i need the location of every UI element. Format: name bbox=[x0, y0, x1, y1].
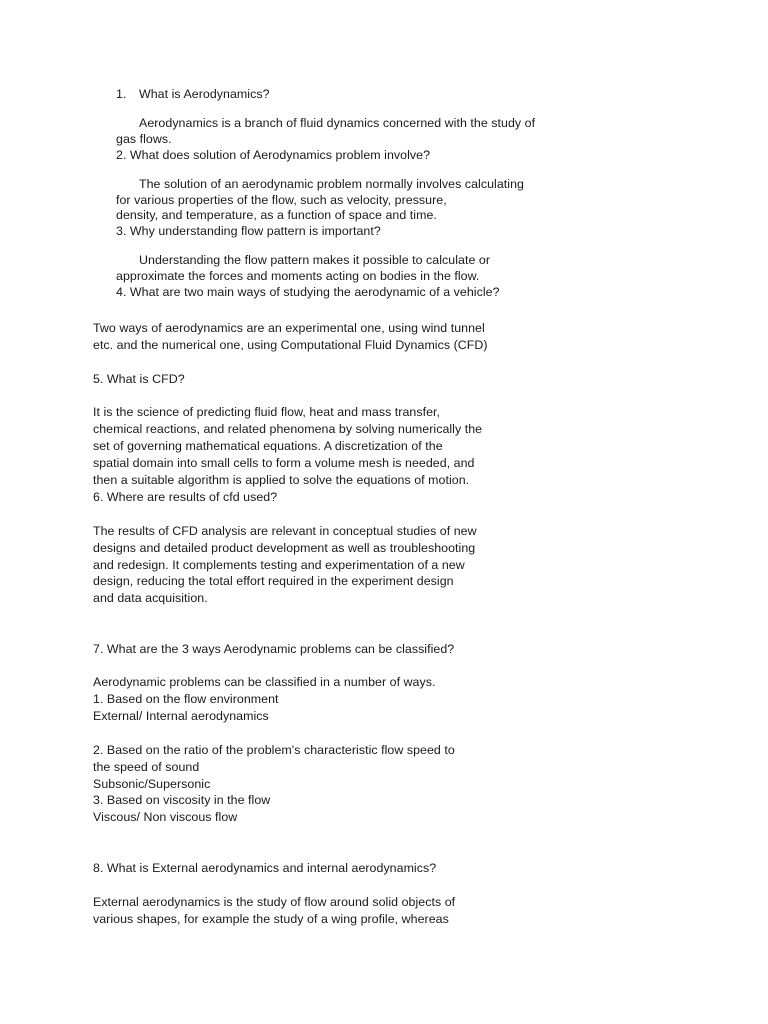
q7-answer-line: Viscous/ Non viscous flow bbox=[93, 810, 238, 824]
q4-answer-line: Two ways of aerodynamics are an experimental one, using wind tunnel bbox=[93, 321, 485, 335]
q5-answer-line: chemical reactions, and related phenomena by solving numerically the bbox=[93, 422, 483, 436]
q2-answer-line: density, and temperature, as a function of space and time. bbox=[116, 208, 437, 222]
q7-answer-line: Subsonic/Supersonic bbox=[93, 777, 211, 791]
q3-answer-line: approximate the forces and moments acting on bodies in the flow. bbox=[116, 269, 480, 283]
q6-question: 6. Where are results of cfd used? bbox=[93, 490, 278, 504]
q7-answer-line: 2. Based on the ratio of the problem's characteristic flow speed to bbox=[93, 743, 455, 757]
q7-answer-line: 3. Based on viscosity in the flow bbox=[93, 793, 271, 807]
q7-answer-line: the speed of sound bbox=[93, 760, 200, 774]
q2-question: 2. What does solution of Aerodynamics problem involve? bbox=[116, 148, 431, 162]
q1-answer-line: gas flows. bbox=[116, 132, 172, 146]
q3-answer-line: Understanding the flow pattern makes it possible to calculate or bbox=[139, 253, 491, 267]
q6-answer-line: and data acquisition. bbox=[93, 591, 208, 605]
q6-answer-line: design, reducing the total effort required in the experiment design bbox=[93, 574, 454, 588]
q5-answer-line: spatial domain into small cells to form a volume mesh is needed, and bbox=[93, 456, 475, 470]
q1-question: What is Aerodynamics? bbox=[139, 87, 270, 101]
q4-answer-line: etc. and the numerical one, using Computational Fluid Dynamics (CFD) bbox=[93, 338, 488, 352]
q8-answer-line: External aerodynamics is the study of flow around solid objects of bbox=[93, 895, 456, 909]
q2-answer-line: The solution of an aerodynamic problem normally involves calculating bbox=[139, 177, 524, 191]
q6-answer-line: designs and detailed product development as well as troubleshooting bbox=[93, 541, 476, 555]
q5-answer-line: It is the science of predicting fluid flow, heat and mass transfer, bbox=[93, 405, 441, 419]
q8-question: 8. What is External aerodynamics and internal aerodynamics? bbox=[93, 861, 437, 875]
q8-answer-line: various shapes, for example the study of a wing profile, whereas bbox=[93, 912, 449, 926]
q7-answer-line: External/ Internal aerodynamics bbox=[93, 709, 269, 723]
q5-answer-line: then a suitable algorithm is applied to solve the equations of motion. bbox=[93, 473, 470, 487]
q7-answer-line: Aerodynamic problems can be classified in a number of ways. bbox=[93, 675, 436, 689]
q6-answer-line: The results of CFD analysis are relevant in conceptual studies of new bbox=[93, 524, 477, 538]
q3-question: 3. Why understanding flow pattern is important? bbox=[116, 224, 381, 238]
q7-question: 7. What are the 3 ways Aerodynamic problems can be classified? bbox=[93, 642, 455, 656]
q4-question: 4. What are two main ways of studying the aerodynamic of a vehicle? bbox=[116, 285, 500, 299]
q6-answer-line: and redesign. It complements testing and experimentation of a new bbox=[93, 558, 465, 572]
q2-answer-line: for various properties of the flow, such as velocity, pressure, bbox=[116, 193, 447, 207]
q5-question: 5. What is CFD? bbox=[93, 372, 185, 386]
q1-number: 1. bbox=[116, 87, 127, 101]
q7-answer-line: 1. Based on the flow environment bbox=[93, 692, 279, 706]
q1-answer-line: Aerodynamics is a branch of fluid dynamics concerned with the study of bbox=[139, 116, 536, 130]
q5-answer-line: set of governing mathematical equations. A discretization of the bbox=[93, 439, 443, 453]
